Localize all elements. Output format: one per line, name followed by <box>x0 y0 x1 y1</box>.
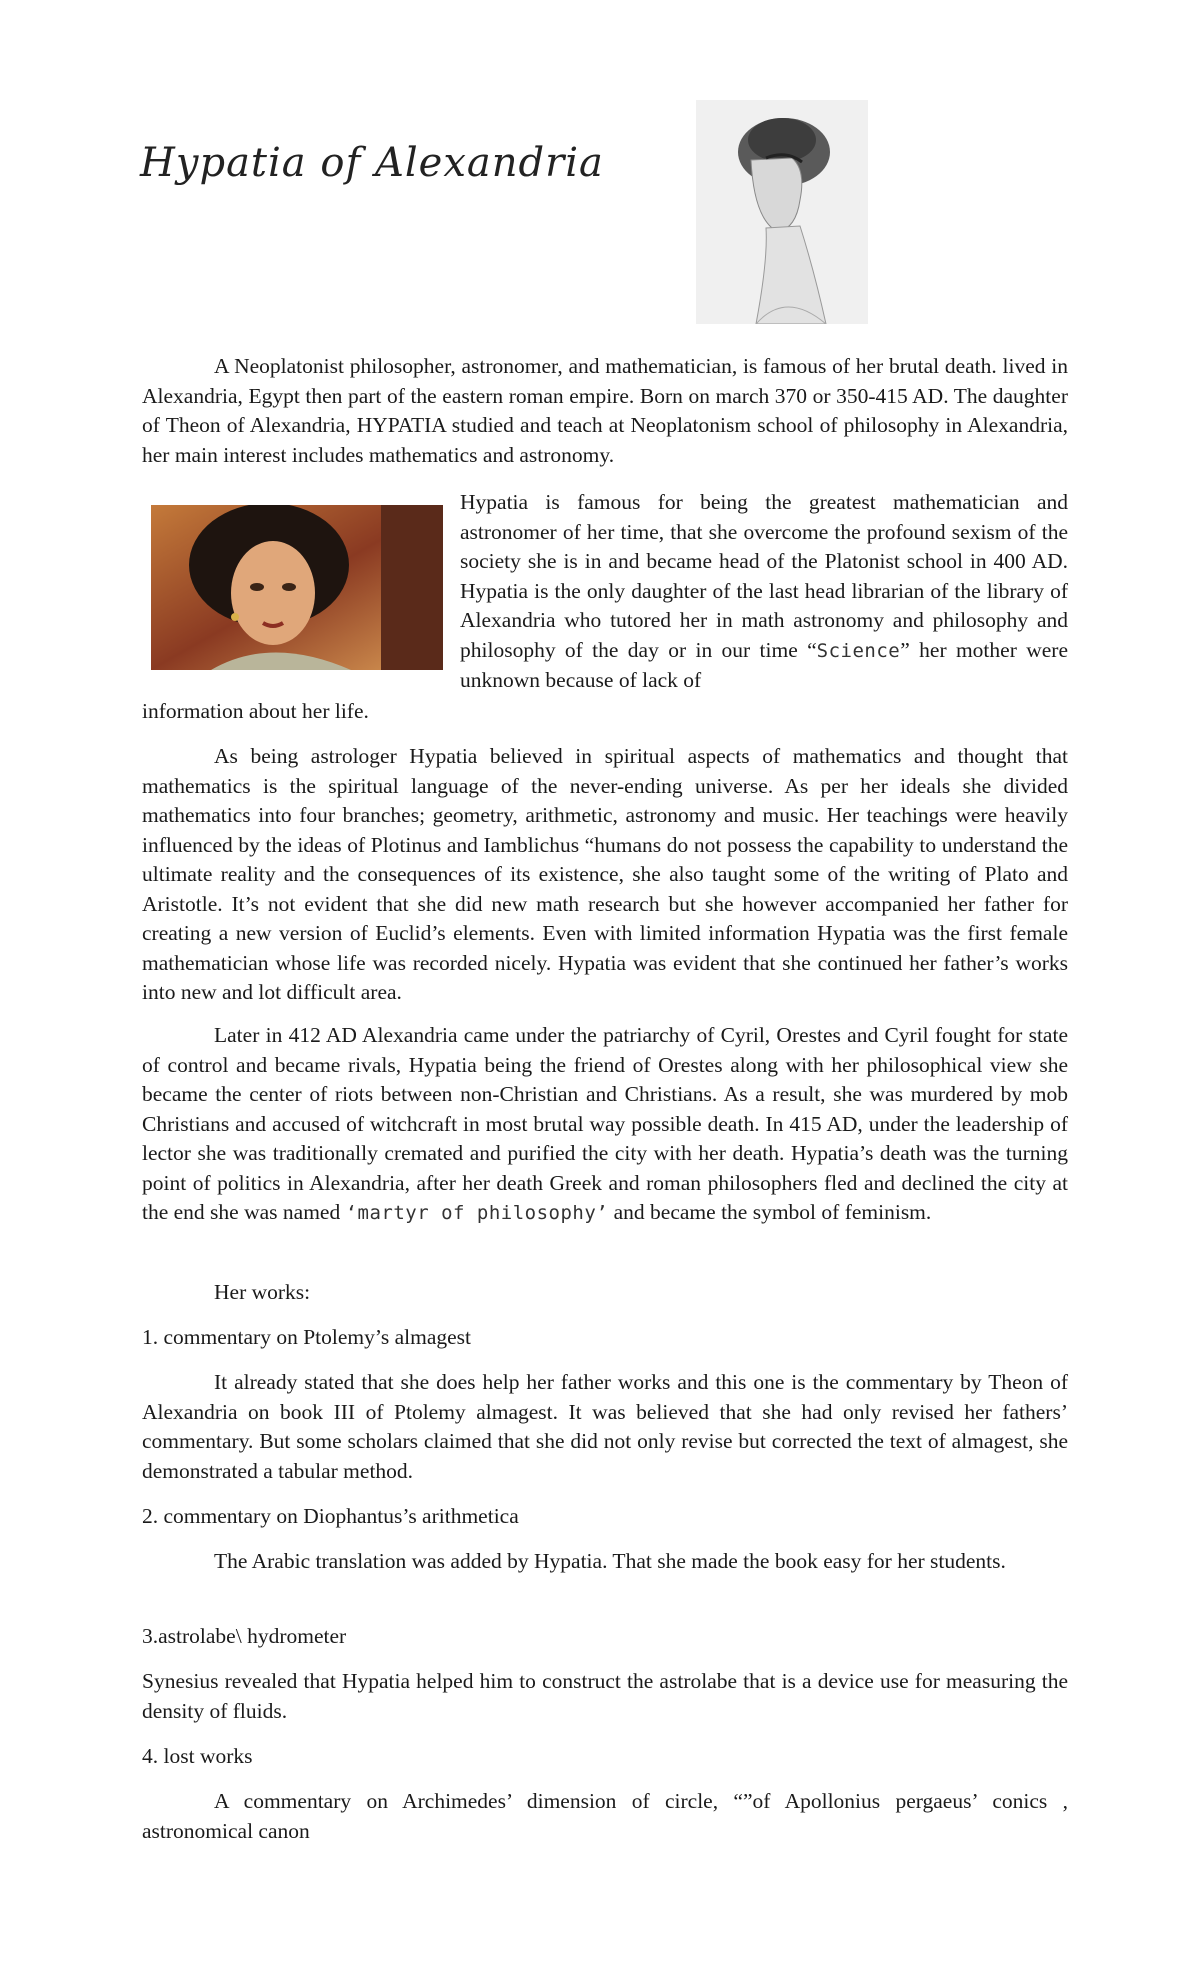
work-4-title: 4. lost works <box>142 1744 253 1768</box>
page-title: Hypatia of Alexandria <box>140 140 604 186</box>
work-2-text: The Arabic translation was added by Hypatia. That she made the book easy for her students. <box>214 1549 1006 1573</box>
later-paragraph <box>142 1021 1068 1229</box>
fame-paragraph-tail: information about her life. <box>142 699 369 723</box>
work-1-title: 1. commentary on Ptolemy’s almagest <box>142 1325 472 1349</box>
intro-paragraph: A Neoplatonist philosopher, astronomer, and mathematician, is famous of her brutal death. lived in Alexandria, Egypt then part of the eastern roman empire. Born on march 370 or 350-415 AD. The daughter of Theon of Alexandria, HYPATIA studied and teach at Neoplatonism school of philosophy in Alexandria, her main interest includes mathematics and astronomy. <box>142 354 1068 467</box>
work-3-text: Synesius revealed that Hypatia helped him to construct the astrolabe that is a device use for measuring the density of fluids. <box>142 1669 1068 1723</box>
fame-paragraph-end: ” her mother were unknown because of lack of <box>460 637 1068 692</box>
fame-paragraph-main: Hypatia is famous for being the greatest mathematician and astronomer of her time, that she overcome the profound sexism of the society she is in and became head of the Platonist school in 400 AD. Hypatia is the only daughter of the last head librarian of the library of Alexandria who tutored her in math astronomy and philosophy and philosophy of the day or in our time “ <box>460 490 1068 662</box>
work-4-text: A commentary on Archimedes’ dimension of circle, “”of Apollonius pergaeus’ conics , astronomical canon <box>142 1789 1068 1843</box>
martyr-quote: ‘martyr of philosophy’ <box>345 1202 609 1224</box>
portrait-engraving-image <box>696 100 868 324</box>
work-2-title: 2. commentary on Diophantus’s arithmetica <box>142 1504 519 1528</box>
portrait-painting-drawing <box>151 505 443 670</box>
astrologer-paragraph: As being astrologer Hypatia believed in spiritual aspects of mathematics and thought that mathematics is the spiritual language of the never-ending universe. As per her ideals she divided mathematics into four branches; geometry, arithmetic, astronomy and music. Her teachings were heavily influenced by the ideas of Plotinus and Iamblichus “humans do not possess the capability to understand the ultimate reality and the consequences of its existence, she also taught some of the writing of Plato and Aristotle. It’s not evident that she did new math research but she however accompanied her father for creating a new version of Euclid’s elements. Even with limited information Hypatia was the first female mathematician whose life was recorded nicely. Hypatia was evident that she continued her father’s works into new and lot difficult area. <box>142 744 1068 1004</box>
portrait-engraving-drawing <box>696 100 868 324</box>
fame-paragraph <box>460 488 1068 696</box>
science-handwritten-word: Science <box>816 639 901 662</box>
later-paragraph-end: and became the symbol of feminism. <box>608 1200 932 1224</box>
works-heading: Her works: <box>214 1280 311 1304</box>
portrait-painting-image <box>151 505 443 670</box>
work-3-title: 3.astrolabe\ hydrometer <box>142 1624 347 1648</box>
work-1-text: It already stated that she does help her father works and this one is the commentary by Theon of Alexandria on book III of Ptolemy almagest. It was believed that she had only revised her fathers’ commentary. But some scholars claimed that she did not only revise but corrected the text of almagest, she demonstrated a tabular method. <box>142 1370 1068 1483</box>
later-paragraph-main: Later in 412 AD Alexandria came under the patriarchy of Cyril, Orestes and Cyril fought for state of control and became rivals, Hypatia being the friend of Orestes along with her philosophical view she became the center of riots between non-Christian and Christians. As a result, she was murdered by mob Christians and accused of witchcraft in most brutal way possible death. In 415 AD, under the leadership of lector she was traditionally cremated and purified the city with her death. Hypatia’s death was the turning point of politics in Alexandria, after her death Greek and roman philosophers fled and declined the city at the end she was named <box>142 1023 1068 1224</box>
